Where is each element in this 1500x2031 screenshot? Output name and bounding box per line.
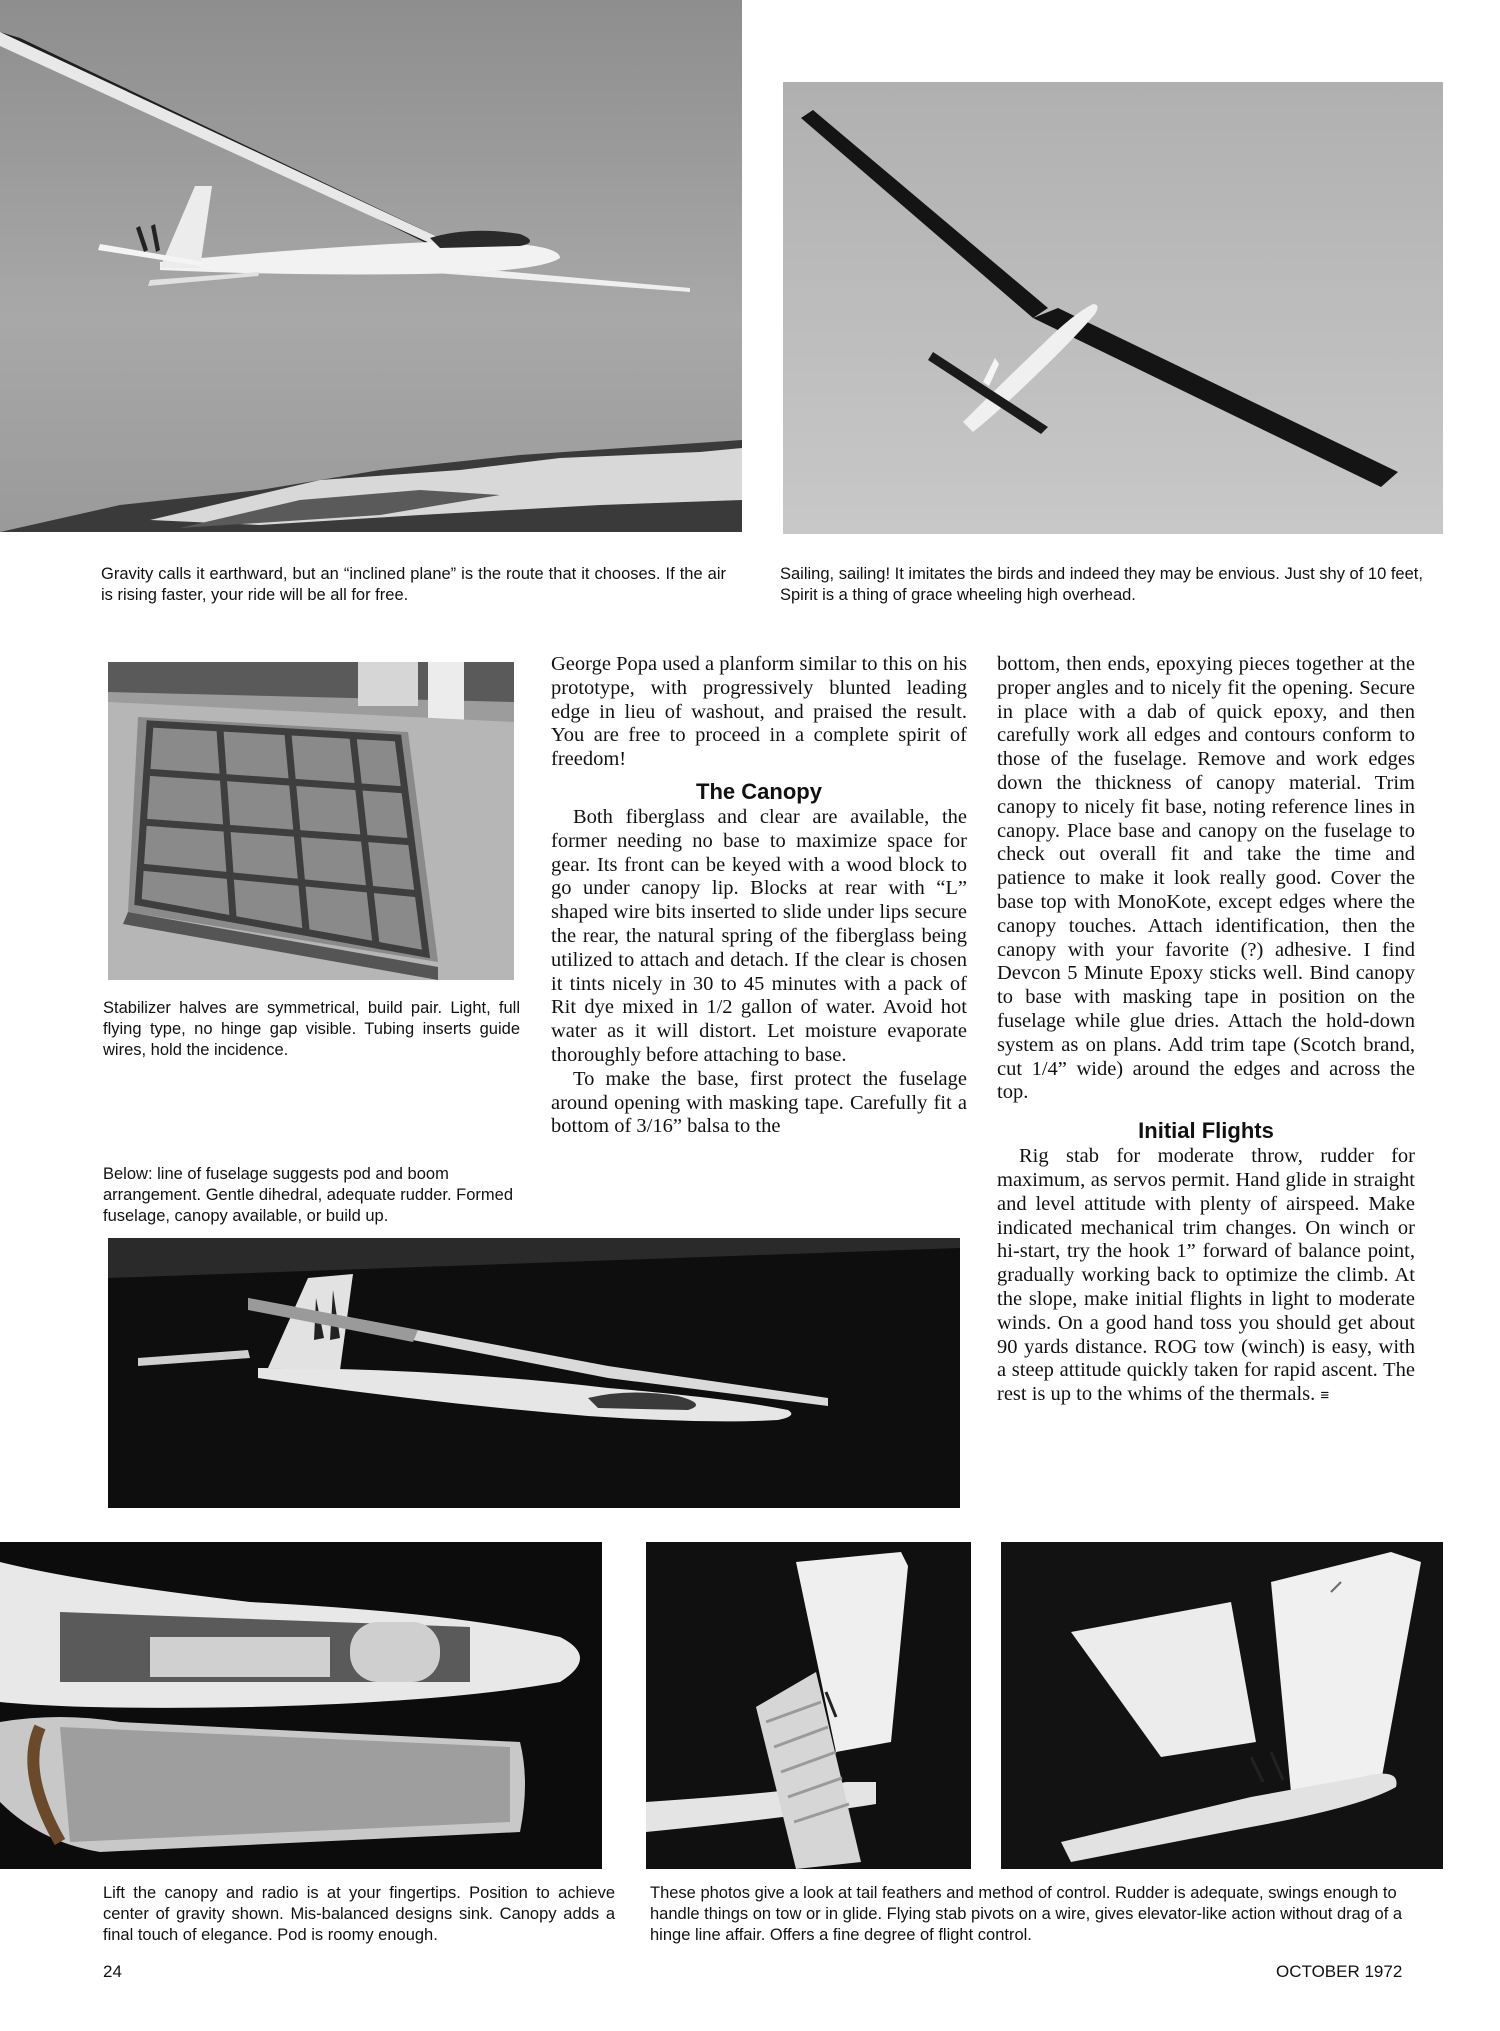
caption-top-right: Sailing, sailing! It imitates the birds and indeed they may be envious. Just shy of 10 feet, Spirit is a thing of grace wheeling high overhead. bbox=[780, 565, 1423, 604]
canopy-continued-paragraph: bottom, then ends, epoxying pieces together at the proper angles and to nicely fit the opening. Secure in place with a dab of quick epoxy, and then carefully work all edges and contours conform to those of the fuselage. Remove and work edges down the thickness of canopy material. Trim canopy to nicely fit base, noting reference lines in canopy. Place base and canopy on the fuselage to check out overall fit and take the time and patience to make it look really good. Cover the base top with MonoKote, except edges where the canopy touches. Attach identification, then the canopy with your favorite (?) adhesive. I find Devcon 5 Minute Epoxy sticks well. Bind canopy to base with masking tape in position on the fuselage while glue dries. Attach the hold-down system as on plans. Add trim tape (Scotch brand, cut 1/4” wide) around the edges and across the top. bbox=[997, 653, 1415, 1104]
photo-fuselage-radio-bay bbox=[0, 1542, 602, 1869]
photo-glider-banking bbox=[0, 0, 742, 532]
photo-stabilizer-framework bbox=[108, 662, 514, 980]
article-column-2 bbox=[997, 653, 1415, 1408]
caption-bottom-right: These photos give a look at tail feathers and method of control. Rudder is adequate, swings enough to handle things on tow or in glide. Flying stab pivots on a wire, gives elevator-like action without drag of a hinge line affair. Offers a fine degree of flight control. bbox=[650, 1884, 1403, 1944]
page-number: 24 bbox=[103, 1962, 122, 1981]
heading-the-canopy: The Canopy bbox=[696, 778, 822, 804]
issue-date: OCTOBER 1972 bbox=[1276, 1962, 1403, 1981]
caption-bottom-left: Lift the canopy and radio is at your fingertips. Position to achieve center of gravity shown. Mis-balanced designs sink. Canopy adds a final touch of elegance. Pod is roomy enough. bbox=[103, 1884, 615, 1944]
photo-tail-feathers bbox=[646, 1542, 971, 1869]
caption-stabilizer: Stabilizer halves are symmetrical, build pair. Light, full flying type, no hinge gap visible. Tubing inserts guide wires, hold the incidence. bbox=[103, 999, 520, 1059]
end-of-article-mark: ≡ bbox=[1320, 1387, 1329, 1405]
canopy-paragraph-1: Both fiberglass and clear are available, the former needing no base to maximize space for gear. Its front can be keyed with a wood block to go under canopy lip. Blocks at rear with “L” shaped wire bits inserted to slide under lips secure the rear, the natural spring of the fiberglass being utilized to attach and detach. If the clear is chosen it tints nicely in 30 to 45 minutes with a pack of Rit dye mixed in 1/2 gallon of water. Avoid hot water as it will distort. Let moisture evaporate thoroughly before attaching to base. bbox=[551, 805, 967, 1066]
photo-tail-stab-pivot bbox=[1001, 1542, 1443, 1869]
article-intro-paragraph: George Popa used a planform similar to this on his prototype, with progressively blunted leading edge in lieu of washout, and praised the result. You are free to proceed in a complete spirit of freedom! bbox=[551, 653, 967, 771]
photo-glider-side-view bbox=[108, 1238, 960, 1508]
flights-paragraph bbox=[997, 1145, 1415, 1408]
photo-glider-overhead bbox=[783, 82, 1443, 534]
article-column-1 bbox=[551, 653, 967, 1139]
canopy-paragraph-2: To make the base, first protect the fuselage around opening with masking tape. Carefully fit a bottom of 3/16” balsa to the bbox=[551, 1067, 967, 1138]
heading-initial-flights: Initial Flights bbox=[1138, 1118, 1274, 1144]
caption-top-left: Gravity calls it earthward, but an “inclined plane” is the route that it chooses. If the air is rising faster, your ride will be all for free. bbox=[101, 565, 726, 604]
flights-paragraph-text: Rig stab for moderate throw, rudder for maximum, as servos permit. Hand glide in straight and level attitude with plenty of airspeed. Make indicated mechanical trim changes. On winch or hi-start, try the hook 1” forward of balance point, gradually working back to optimize the climb. At the slope, make initial flights in light to moderate winds. On a good hand toss you should get about 90 yards distance. ROG tow (winch) is easy, with a steep attitude quickly taken for rapid ascent. The rest is up to the whims of the thermals. bbox=[997, 1145, 1415, 1406]
caption-fuselage: Below: line of fuselage suggests pod and boom arrangement. Gentle dihedral, adequate rudder. Formed fuselage, canopy available, or build up. bbox=[103, 1165, 514, 1225]
